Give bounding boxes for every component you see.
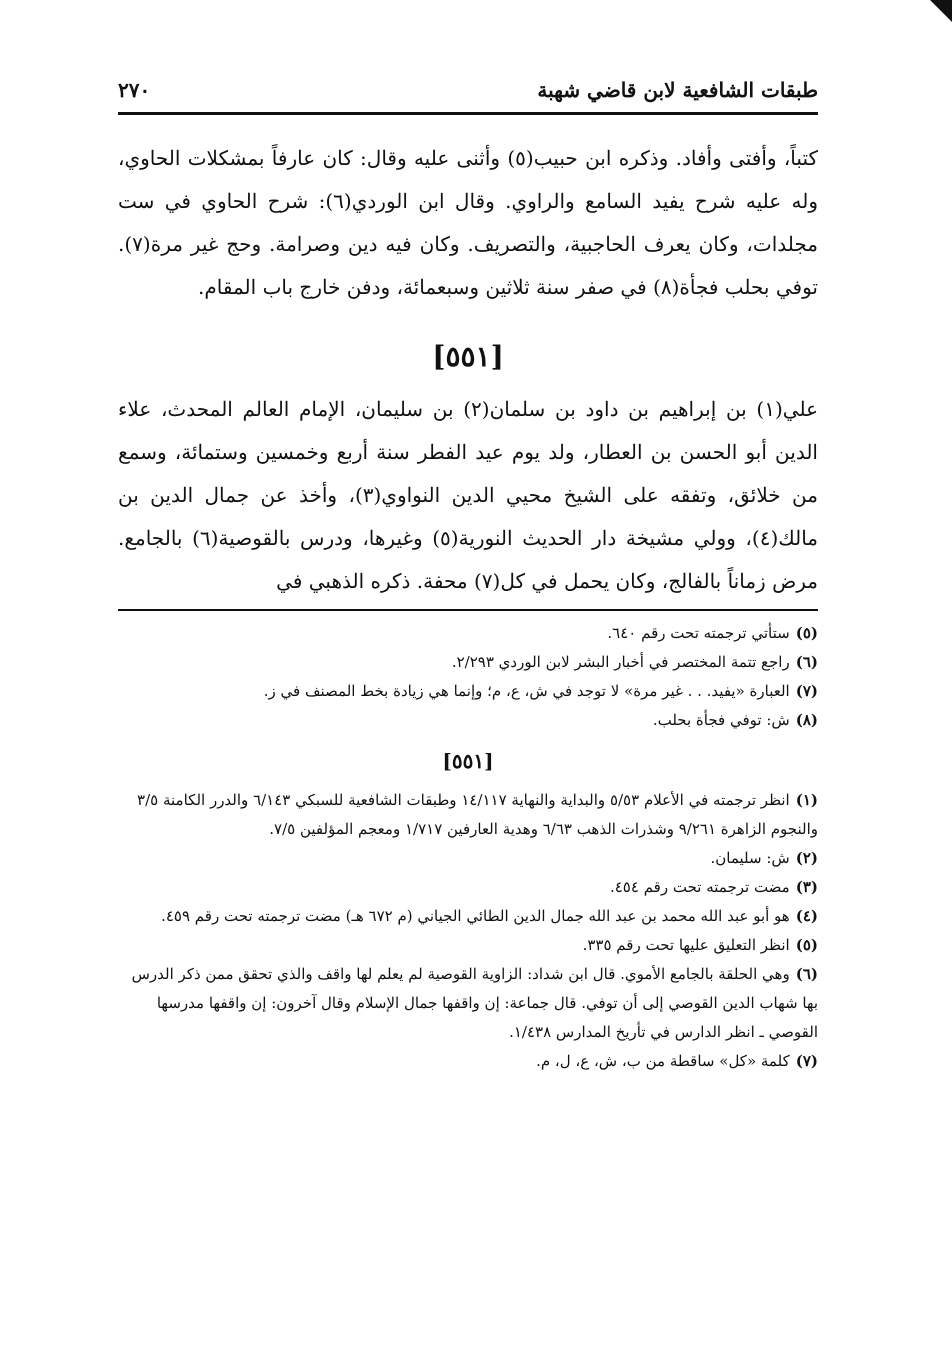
footnote-number: (٦) bbox=[795, 965, 818, 983]
footnote-number: (٥) bbox=[795, 936, 818, 954]
footnote-number: (٧) bbox=[795, 1052, 818, 1070]
main-text bbox=[118, 137, 818, 603]
footnote-number: (٥) bbox=[795, 624, 818, 642]
footnote bbox=[118, 706, 818, 735]
footnote bbox=[118, 902, 818, 931]
footnote-text: هو أبو عبد الله محمد بن عبد الله جمال الدين الطائي الجياني (م ٦٧٢ هـ) مضت ترجمته تحت رقم ٤٥٩. bbox=[161, 907, 790, 925]
footnote bbox=[118, 960, 818, 1047]
footnote-text: ش: توفي فجأة بحلب. bbox=[652, 711, 790, 729]
footnote-number: (٦) bbox=[795, 653, 818, 671]
footnote-text: راجع تتمة المختصر في أخبار البشر لابن الوردي ٢/٢٩٣. bbox=[451, 653, 790, 671]
footnote-number: (٢) bbox=[795, 849, 818, 867]
footnote-text: كلمة «كل» ساقطة من ب، ش، ع، ل، م. bbox=[536, 1052, 790, 1070]
entry-number: [٥٥١] bbox=[432, 340, 504, 373]
footnote bbox=[118, 648, 818, 677]
footnote-number: (٧) bbox=[795, 682, 818, 700]
page-header bbox=[118, 68, 818, 115]
footnote-text: وهي الحلقة بالجامع الأموي. قال ابن شداد: الزاوية القوصية لم يعلم لها واقف والذي تحقق ممن ذكر الدرس بها شهاب الدين القوصي إلى أن توفي. قال جماعة: إن واقفها جمال الإسلام وقال آخرون: إن واقفها مدرسها القوصي ـ انظر الدارس في تأريخ المدارس ١/٤٣٨. bbox=[131, 965, 818, 1041]
footnote bbox=[118, 786, 818, 844]
footnote bbox=[118, 844, 818, 873]
footnote-number: (٣) bbox=[795, 878, 818, 896]
footnote-text: انظر ترجمته في الأعلام ٥/٥٣ والبداية والنهاية ١٤/١١٧ وطبقات الشافعية للسبكي ٦/١٤٣ والدرر الكامنة ٣/٥ والنجوم الزاهرة ٩/٢٦١ وشذرات الذهب ٦/٦٣ وهدية العارفين ١/٧١٧ ومعجم المؤلفين ٧/٥. bbox=[137, 791, 818, 838]
footnote-text: ش: سليمان. bbox=[710, 849, 790, 867]
footnote-text: مضت ترجمته تحت رقم ٤٥٤. bbox=[609, 878, 790, 896]
entry-paragraph: علي(١) بن إبراهيم بن داود بن سلمان(٢) بن سليمان، الإمام العالم المحدث، علاء الدين أبو الحسن بن العطار، ولد يوم عيد الفطر سنة أربع وخمسين وستمائة، وسمع من خلائق، وتفقه على الشيخ محيي الدين النواوي(٣)، وأخذ عن جمال الدين بن مالك(٤)، وولي مشيخة دار الحديث النورية(٥) وغيرها، ودرس بالقوصية(٦) بالجامع. مرض زماناً بالفالج، وكان يحمل في كل(٧) محفة. ذكره الذهبي في bbox=[118, 397, 818, 593]
footnote bbox=[118, 619, 818, 648]
footnotes-previous-entry bbox=[118, 619, 818, 735]
footnote-number: (٨) bbox=[795, 711, 818, 729]
footnote-text: العبارة «يفيد. . . غير مرة» لا توجد في ش، ع، م؛ وإنما هي زيادة بخط المصنف في ز. bbox=[263, 682, 790, 700]
footnote-number: (٤) bbox=[795, 907, 818, 925]
continuation-paragraph: كتباً، وأفتى وأفاد. وذكره ابن حبيب(٥) وأثنى عليه وقال: كان عارفاً بمشكلات الحاوي، وله عليه شرح يفيد السامع والراوي. وقال ابن الوردي(٦): شرح الحاوي في ست مجلدات، وكان يعرف الحاجبية، والتصريف. وكان فيه دين وصرامة. وحج غير مرة(٧). توفي بحلب فجأة(٨) في صفر سنة ثلاثين وسبعمائة، ودفن خارج باب المقام. bbox=[118, 146, 818, 299]
footnotes bbox=[118, 619, 818, 1076]
footnote bbox=[118, 677, 818, 706]
footnote-number: (١) bbox=[795, 791, 818, 809]
page-corner-mark bbox=[930, 0, 952, 22]
footnote bbox=[118, 931, 818, 960]
running-title: طبقات الشافعية لابن قاضي شهبة bbox=[537, 78, 818, 102]
footnote bbox=[118, 873, 818, 902]
footnotes-entry-number: [٥٥١] bbox=[442, 749, 494, 773]
footnote-divider bbox=[118, 609, 818, 611]
footnote bbox=[118, 1047, 818, 1076]
book-page bbox=[118, 68, 818, 1076]
footnote-text: انظر التعليق عليها تحت رقم ٣٣٥. bbox=[582, 936, 790, 954]
page-number: ٢٧٠ bbox=[118, 78, 151, 102]
footnote-text: ستأتي ترجمته تحت رقم ٦٤٠. bbox=[607, 624, 790, 642]
footnotes-current-entry bbox=[118, 786, 818, 1076]
